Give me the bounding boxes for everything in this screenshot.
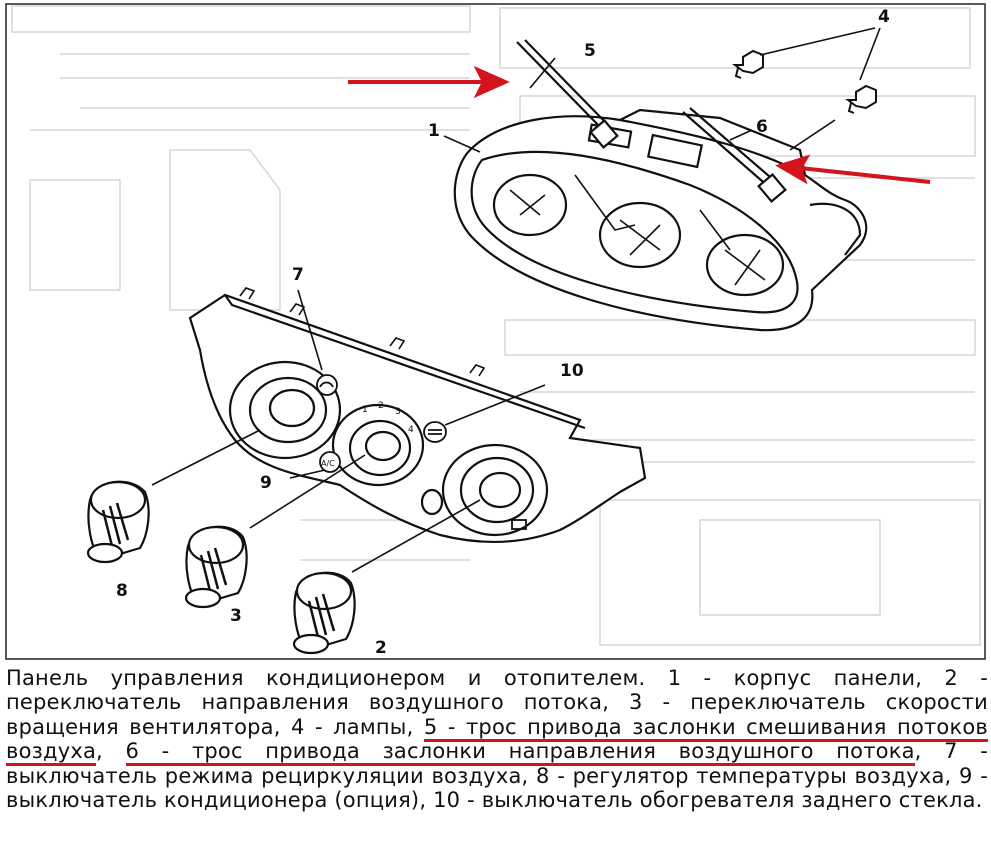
figure-frame [6, 4, 985, 659]
label-8: 8 [116, 581, 128, 601]
bleed-through-background [12, 6, 980, 645]
caption-highlight-cable-5: 5 - трос привода заслонки смешивания потоков воздуха [6, 715, 988, 766]
label-6: 6 [756, 117, 768, 137]
label-5: 5 [584, 41, 596, 61]
caption-highlight-cable-6: 6 - трос привода заслонки направления воздушного потока [126, 739, 915, 766]
label-9: 9 [260, 473, 272, 493]
label-10: 10 [560, 361, 584, 381]
caption-part-3: , 7 - выключатель режима рециркуляции воздуха, 8 - регулятор температуры воздуха, 9 - выключатель кондиционера (опция), 10 - выключатель обогревателя заднего стекла. [6, 739, 988, 813]
fan-speed-2: 2 [378, 401, 384, 411]
fan-speed-3: 3 [395, 407, 401, 417]
caption-part-1: Панель управления кондиционером и отопителем. 1 - корпус панели, 2 - переключатель направления воздушного потока, 3 - переключатель скорости вращения вентилятора, 4 - лампы, [6, 666, 988, 739]
fan-speed-4: 4 [408, 425, 414, 435]
recirculation-icon [317, 375, 337, 395]
caption-part-2: , [96, 739, 126, 764]
label-1: 1 [428, 121, 440, 141]
fan-speed-1: 1 [362, 405, 368, 415]
figure-caption [6, 666, 988, 858]
label-2: 2 [375, 638, 387, 658]
panel-housing [455, 110, 866, 330]
bulb-icon [735, 51, 876, 113]
label-7: 7 [292, 265, 304, 285]
front-control-panel [190, 288, 645, 542]
label-3: 3 [230, 606, 242, 626]
label-4: 4 [878, 7, 890, 27]
knob-icon [88, 482, 355, 653]
ac-label: A/C [321, 459, 335, 468]
